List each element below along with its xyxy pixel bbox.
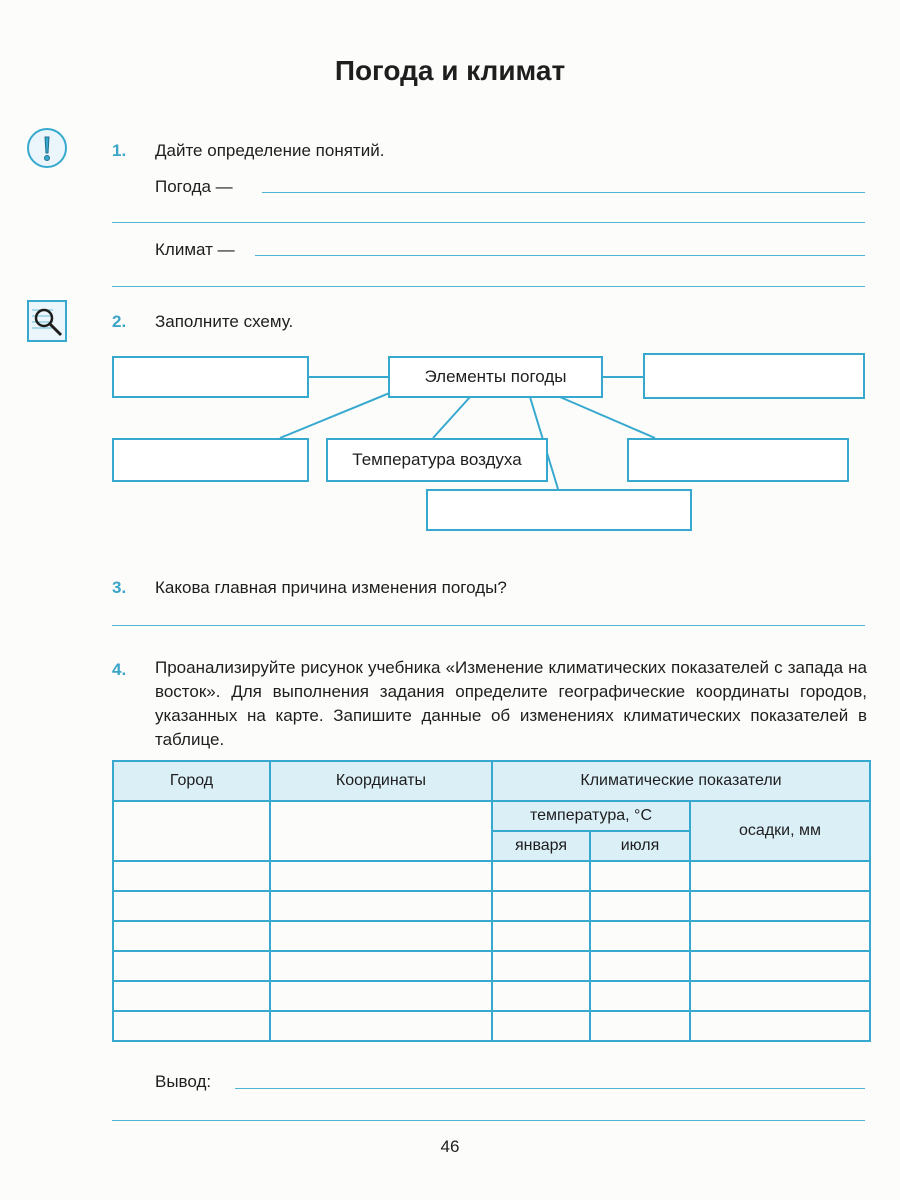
conclusion-label: Вывод:	[155, 1072, 212, 1091]
header-temperature: температура, °С	[492, 801, 690, 831]
cell[interactable]	[113, 801, 270, 861]
table-row	[113, 1011, 870, 1041]
task-3-question: Какова главная причина изменения погоды?	[155, 578, 507, 597]
table-row	[113, 891, 870, 921]
scheme-empty-box-3[interactable]	[112, 438, 309, 482]
scheme-empty-box-5[interactable]	[426, 489, 692, 531]
page-title: Погода и климат	[334, 55, 566, 86]
connector-right-bottom	[560, 397, 655, 438]
task-1-number: 1.	[112, 141, 127, 160]
conclusion-line-1[interactable]	[235, 1088, 865, 1089]
scheme-empty-box-4[interactable]	[627, 438, 849, 482]
scheme-empty-box-2[interactable]	[643, 353, 865, 399]
task-2-number: 2.	[112, 312, 127, 331]
connector-left-bottom	[280, 392, 392, 438]
connector-temperature	[433, 397, 470, 438]
scheme-empty-box-1[interactable]	[112, 356, 309, 398]
task-2-question: Заполните схему.	[155, 312, 294, 331]
header-coordinates: Координаты	[270, 761, 492, 801]
table-row	[113, 921, 870, 951]
table-row	[113, 981, 870, 1011]
header-climate: Климатические показатели	[492, 761, 870, 801]
task-4-question: Проанализируйте рисунок учебника «Изменение климатических показателей с запада на восток». Для выполнения задания определите географические координаты городов, указанных на карте. Запишите данные об изменениях климатических показателей в таблице.	[155, 658, 867, 749]
cell[interactable]	[270, 801, 492, 861]
table-row	[113, 861, 870, 891]
climate-table	[112, 760, 871, 1042]
table-row	[113, 951, 870, 981]
weather-label: Погода —	[155, 177, 233, 196]
climate-label: Климат —	[155, 240, 235, 259]
task-1-question: Дайте определение понятий.	[155, 141, 385, 160]
scheme-center-box: Элементы погоды	[388, 356, 603, 398]
header-january: января	[492, 831, 590, 861]
conclusion-line-2[interactable]	[112, 1120, 865, 1121]
header-precipitation: осадки, мм	[690, 801, 870, 861]
scheme-temperature-box: Температура воздуха	[326, 438, 548, 482]
header-city: Город	[113, 761, 270, 801]
task-3-answer-line[interactable]	[112, 625, 865, 626]
page-number: 46	[440, 1137, 460, 1156]
task-3-number: 3.	[112, 578, 127, 597]
header-july: июля	[590, 831, 690, 861]
task-4-number: 4.	[112, 660, 127, 679]
